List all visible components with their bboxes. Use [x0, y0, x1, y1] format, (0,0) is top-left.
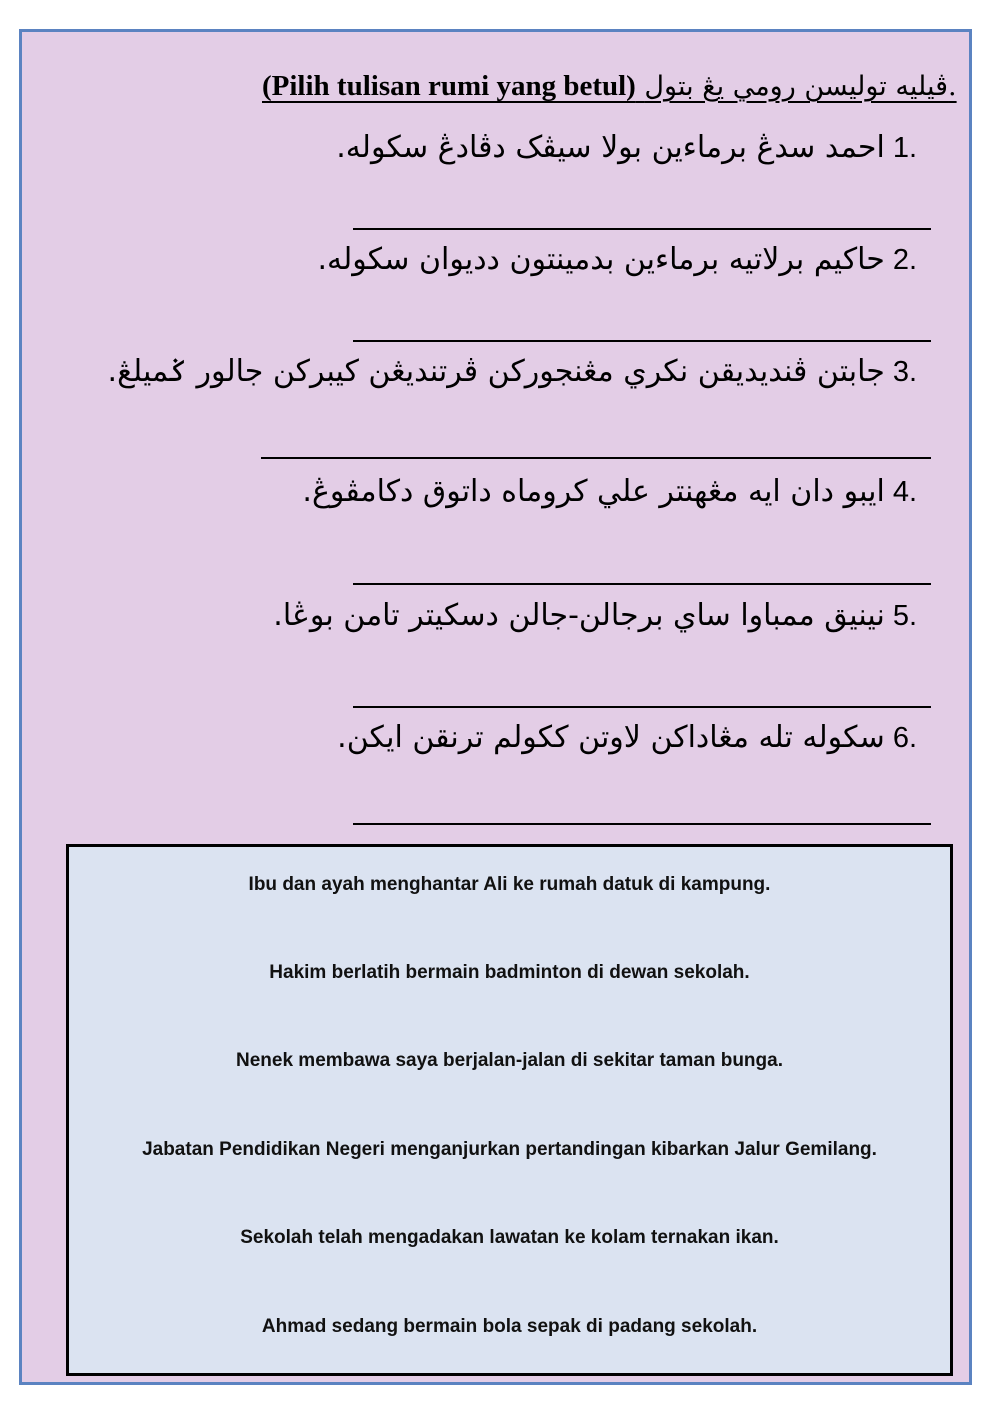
question-number: 2. — [892, 244, 917, 276]
option-item[interactable]: Ibu dan ayah menghantar Ali ke rumah datuk di kampung. — [248, 874, 771, 895]
answer-line-1[interactable] — [353, 228, 931, 230]
question-text: حاکيم برلاتيه برماءين بدمينتون دديوان سکوله. — [317, 242, 885, 277]
option-item[interactable]: Ahmad sedang bermain bola sepak di padang sekolah. — [261, 1316, 758, 1337]
question-3 — [108, 354, 917, 389]
question-text: احمد سدڠ برماءين بولا سيڤک دڤادڠ سکوله. — [336, 130, 885, 165]
answer-line-3[interactable] — [261, 457, 931, 459]
instruction-title — [262, 70, 957, 103]
question-text: ايبو دان ايه مڠهنتر علي کروماه داتوق دکامڤوڠ. — [302, 474, 885, 509]
question-4 — [302, 474, 917, 509]
instruction-rumi: (Pilih tulisan rumi yang betul) — [262, 70, 636, 102]
answer-line-4[interactable] — [353, 583, 931, 585]
question-text: جابتن ڤنديديقن نکري مڠنجورکن ڤرتنديڠن کيبرکن جالور ݢميلڠ. — [107, 354, 885, 389]
question-6 — [337, 720, 917, 755]
question-number: 3. — [892, 356, 917, 388]
instruction-jawi: ڤيليه توليسن رومي يڠ بتول. — [644, 71, 957, 102]
option-item[interactable]: Sekolah telah mengadakan lawatan ke kolam ternakan ikan. — [240, 1227, 779, 1248]
question-number: 5. — [892, 600, 917, 632]
worksheet — [19, 29, 972, 1385]
question-1 — [336, 130, 917, 165]
option-item[interactable]: Nenek membawa saya berjalan-jalan di sekitar taman bunga. — [236, 1050, 783, 1071]
option-item[interactable]: Jabatan Pendidikan Negeri menganjurkan pertandingan kibarkan Jalur Gemilang. — [142, 1139, 877, 1160]
question-2 — [317, 242, 917, 277]
option-item[interactable]: Hakim berlatih bermain badminton di dewan sekolah. — [269, 962, 750, 983]
answer-options-box — [66, 844, 953, 1376]
question-number: 4. — [892, 476, 917, 508]
question-text: سکوله تله مڠاداکن لاوتن ککولم ترنقن ايکن. — [337, 720, 885, 755]
answer-line-2[interactable] — [353, 340, 931, 342]
question-text: نينيق ممباوا ساي برجالن-جالن دسکيتر تامن بوڠا. — [273, 598, 885, 633]
answer-line-6[interactable] — [353, 823, 931, 825]
answer-line-5[interactable] — [353, 706, 931, 708]
question-number: 6. — [892, 722, 917, 754]
question-5 — [273, 598, 917, 633]
question-number: 1. — [892, 132, 917, 164]
